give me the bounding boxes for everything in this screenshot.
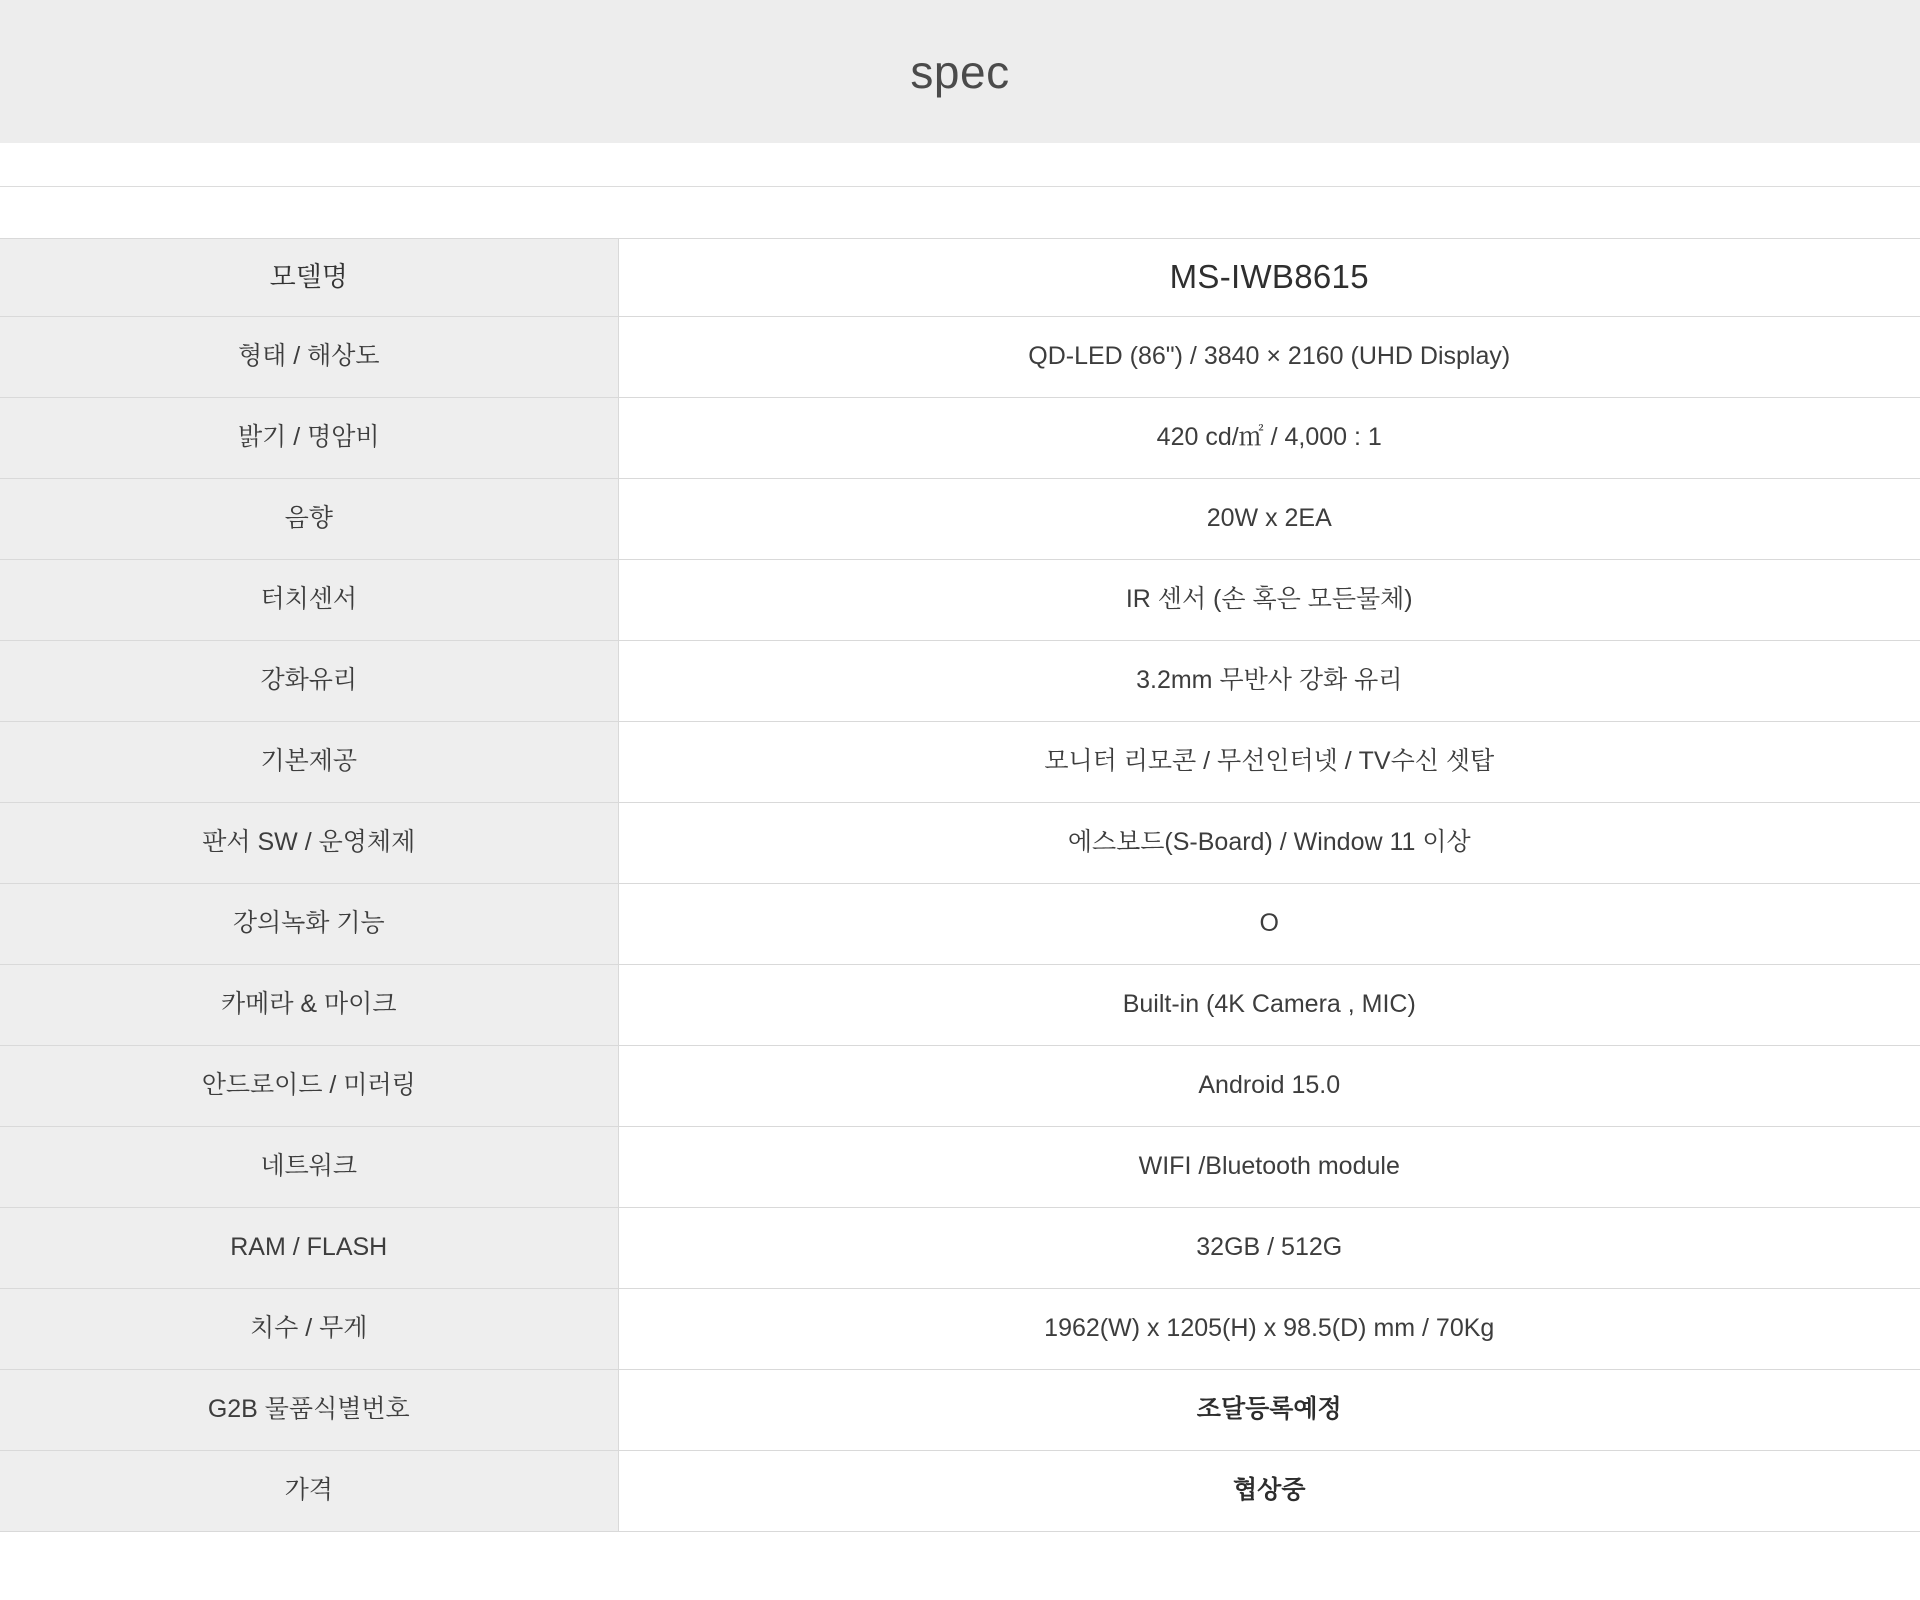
spec-label-cell: 판서 SW / 운영체제 bbox=[0, 803, 618, 884]
table-row bbox=[0, 722, 1920, 803]
spec-label-cell: 강의녹화 기능 bbox=[0, 884, 618, 965]
spec-value-cell: 420 cd/㎡ / 4,000 : 1 bbox=[618, 398, 1920, 479]
spec-label-cell: 카메라 & 마이크 bbox=[0, 965, 618, 1046]
spec-value-cell: 모니터 리모콘 / 무선인터넷 / TV수신 셋탑 bbox=[618, 722, 1920, 803]
spec-table bbox=[0, 238, 1920, 1532]
spec-value-cell: IR 센서 (손 혹은 모든물체) bbox=[618, 560, 1920, 641]
table-row bbox=[0, 1289, 1920, 1370]
spec-value-cell: MS-IWB8615 bbox=[618, 239, 1920, 317]
spec-label-cell: 형태 / 해상도 bbox=[0, 317, 618, 398]
spec-value-cell: 협상중 bbox=[618, 1451, 1920, 1532]
spec-value-cell: 1962(W) x 1205(H) x 98.5(D) mm / 70Kg bbox=[618, 1289, 1920, 1370]
table-row bbox=[0, 1451, 1920, 1532]
spec-label-cell: 터치센서 bbox=[0, 560, 618, 641]
spec-value-cell: 20W x 2EA bbox=[618, 479, 1920, 560]
table-row bbox=[0, 884, 1920, 965]
spec-label-cell: 네트워크 bbox=[0, 1127, 618, 1208]
table-row bbox=[0, 560, 1920, 641]
spec-label-cell: 강화유리 bbox=[0, 641, 618, 722]
spec-table-container bbox=[0, 238, 1920, 1592]
table-row bbox=[0, 1208, 1920, 1289]
header-divider bbox=[0, 186, 1920, 187]
spec-label-cell: 밝기 / 명암비 bbox=[0, 398, 618, 479]
spec-value-cell: 32GB / 512G bbox=[618, 1208, 1920, 1289]
table-row bbox=[0, 641, 1920, 722]
page-header-band bbox=[0, 0, 1920, 143]
spec-value-cell: 3.2mm 무반사 강화 유리 bbox=[618, 641, 1920, 722]
spec-value-cell: Built-in (4K Camera , MIC) bbox=[618, 965, 1920, 1046]
spec-table-body bbox=[0, 239, 1920, 1532]
spec-value-cell: QD-LED (86") / 3840 × 2160 (UHD Display) bbox=[618, 317, 1920, 398]
table-row bbox=[0, 479, 1920, 560]
spec-label-cell: 기본제공 bbox=[0, 722, 618, 803]
table-row bbox=[0, 1127, 1920, 1208]
spec-label-cell: 안드로이드 / 미러링 bbox=[0, 1046, 618, 1127]
spec-value-cell: 에스보드(S-Board) / Window 11 이상 bbox=[618, 803, 1920, 884]
table-row bbox=[0, 239, 1920, 317]
table-row bbox=[0, 317, 1920, 398]
spec-label-cell: 가격 bbox=[0, 1451, 618, 1532]
spec-value-cell: WIFI /Bluetooth module bbox=[618, 1127, 1920, 1208]
spec-label-cell: 치수 / 무게 bbox=[0, 1289, 618, 1370]
spec-value-cell: Android 15.0 bbox=[618, 1046, 1920, 1127]
page-title: spec bbox=[910, 45, 1010, 98]
table-row bbox=[0, 965, 1920, 1046]
spec-label-cell: 모델명 bbox=[0, 239, 618, 317]
spec-label-cell: RAM / FLASH bbox=[0, 1208, 618, 1289]
spec-label-cell: 음향 bbox=[0, 479, 618, 560]
spec-value-cell: O bbox=[618, 884, 1920, 965]
table-row bbox=[0, 803, 1920, 884]
table-row bbox=[0, 1046, 1920, 1127]
spec-value-cell: 조달등록예정 bbox=[618, 1370, 1920, 1451]
table-row bbox=[0, 398, 1920, 479]
table-row bbox=[0, 1370, 1920, 1451]
spec-label-cell: G2B 물품식별번호 bbox=[0, 1370, 618, 1451]
